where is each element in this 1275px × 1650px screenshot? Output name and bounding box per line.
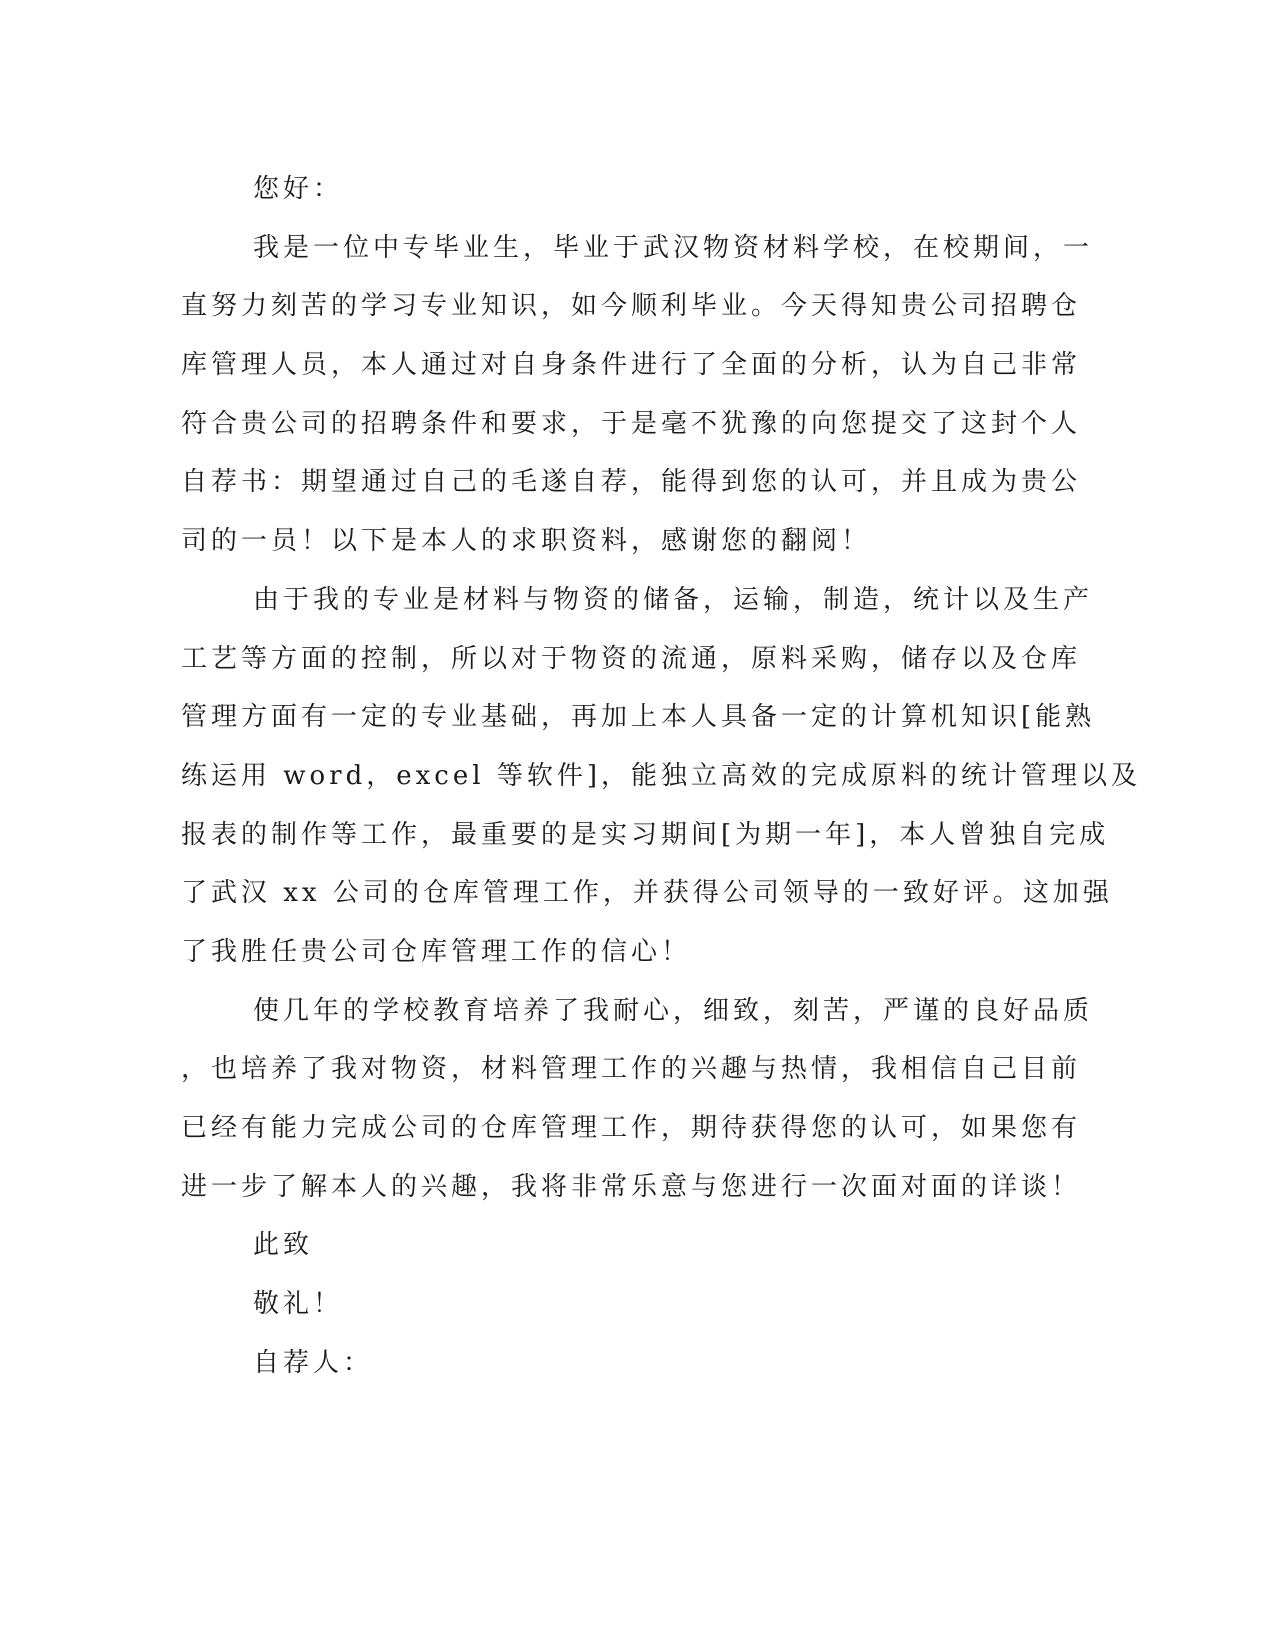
paragraph-1-line-4: 符合贵公司的招聘条件和要求，于是毫不犹豫的向您提交了这封个人 [181, 408, 1082, 439]
paragraph-3-line-3: 已经有能力完成公司的仓库管理工作，期待获得您的认可，如果您有 [181, 1113, 1082, 1143]
paragraph-2-line-7: 了我胜任贵公司仓库管理工作的信心！ [181, 936, 692, 967]
paragraph-2-line-1: 由于我的专业是材料与物资的储备，运输，制造，统计以及生产 [253, 584, 1094, 615]
paragraph-1-line-6: 司的一员！以下是本人的求职资料，感谢您的翻阅！ [181, 526, 872, 557]
salutation: 您好： [253, 174, 344, 204]
signature-label: 自荐人： [253, 1347, 374, 1378]
closing-salute: 敬礼！ [253, 1289, 344, 1320]
paragraph-3-line-1: 使几年的学校教育培养了我耐心，细致，刻苦，严谨的良好品质 [253, 995, 1094, 1026]
paragraph-2-line-3: 管理方面有一定的专业基础，再加上本人具备一定的计算机知识[能熟 [181, 702, 1096, 733]
closing-phrase: 此致 [253, 1230, 314, 1261]
paragraph-2-line-5: 报表的制作等工作，最重要的是实习期间[为期一年]，本人曾独自完成 [181, 819, 1110, 850]
paragraph-2-line-2: 工艺等方面的控制，所以对于物资的流通，原料采购，储存以及仓库 [181, 643, 1082, 674]
paragraph-1-line-2: 直努力刻苦的学习专业知识，如今顺利毕业。今天得知贵公司招聘仓 [181, 291, 1082, 322]
paragraph-1-line-1: 我是一位中专毕业生，毕业于武汉物资材料学校，在校期间，一 [253, 232, 1094, 263]
paragraph-1-line-3: 库管理人员，本人通过对自身条件进行了全面的分析，认为自己非常 [181, 350, 1082, 381]
paragraph-1-line-5: 自荐书：期望通过自己的毛遂自荐，能得到您的认可，并且成为贵公 [181, 467, 1082, 498]
cover-letter [181, 160, 1141, 1392]
paragraph-3-line-4: 进一步了解本人的兴趣，我将非常乐意与您进行一次面对面的详谈！ [181, 1171, 1082, 1202]
paragraph-3-line-2: ，也培养了我对物资，材料管理工作的兴趣与热情，我相信自己目前 [181, 1054, 1082, 1085]
paragraph-2-line-6: 了武汉 xx 公司的仓库管理工作，并获得公司领导的一致好评。这加强 [181, 878, 1113, 909]
paragraph-2-line-4: 练运用 word，excel 等软件]，能独立高效的完成原料的统计管理以及 [181, 760, 1141, 791]
